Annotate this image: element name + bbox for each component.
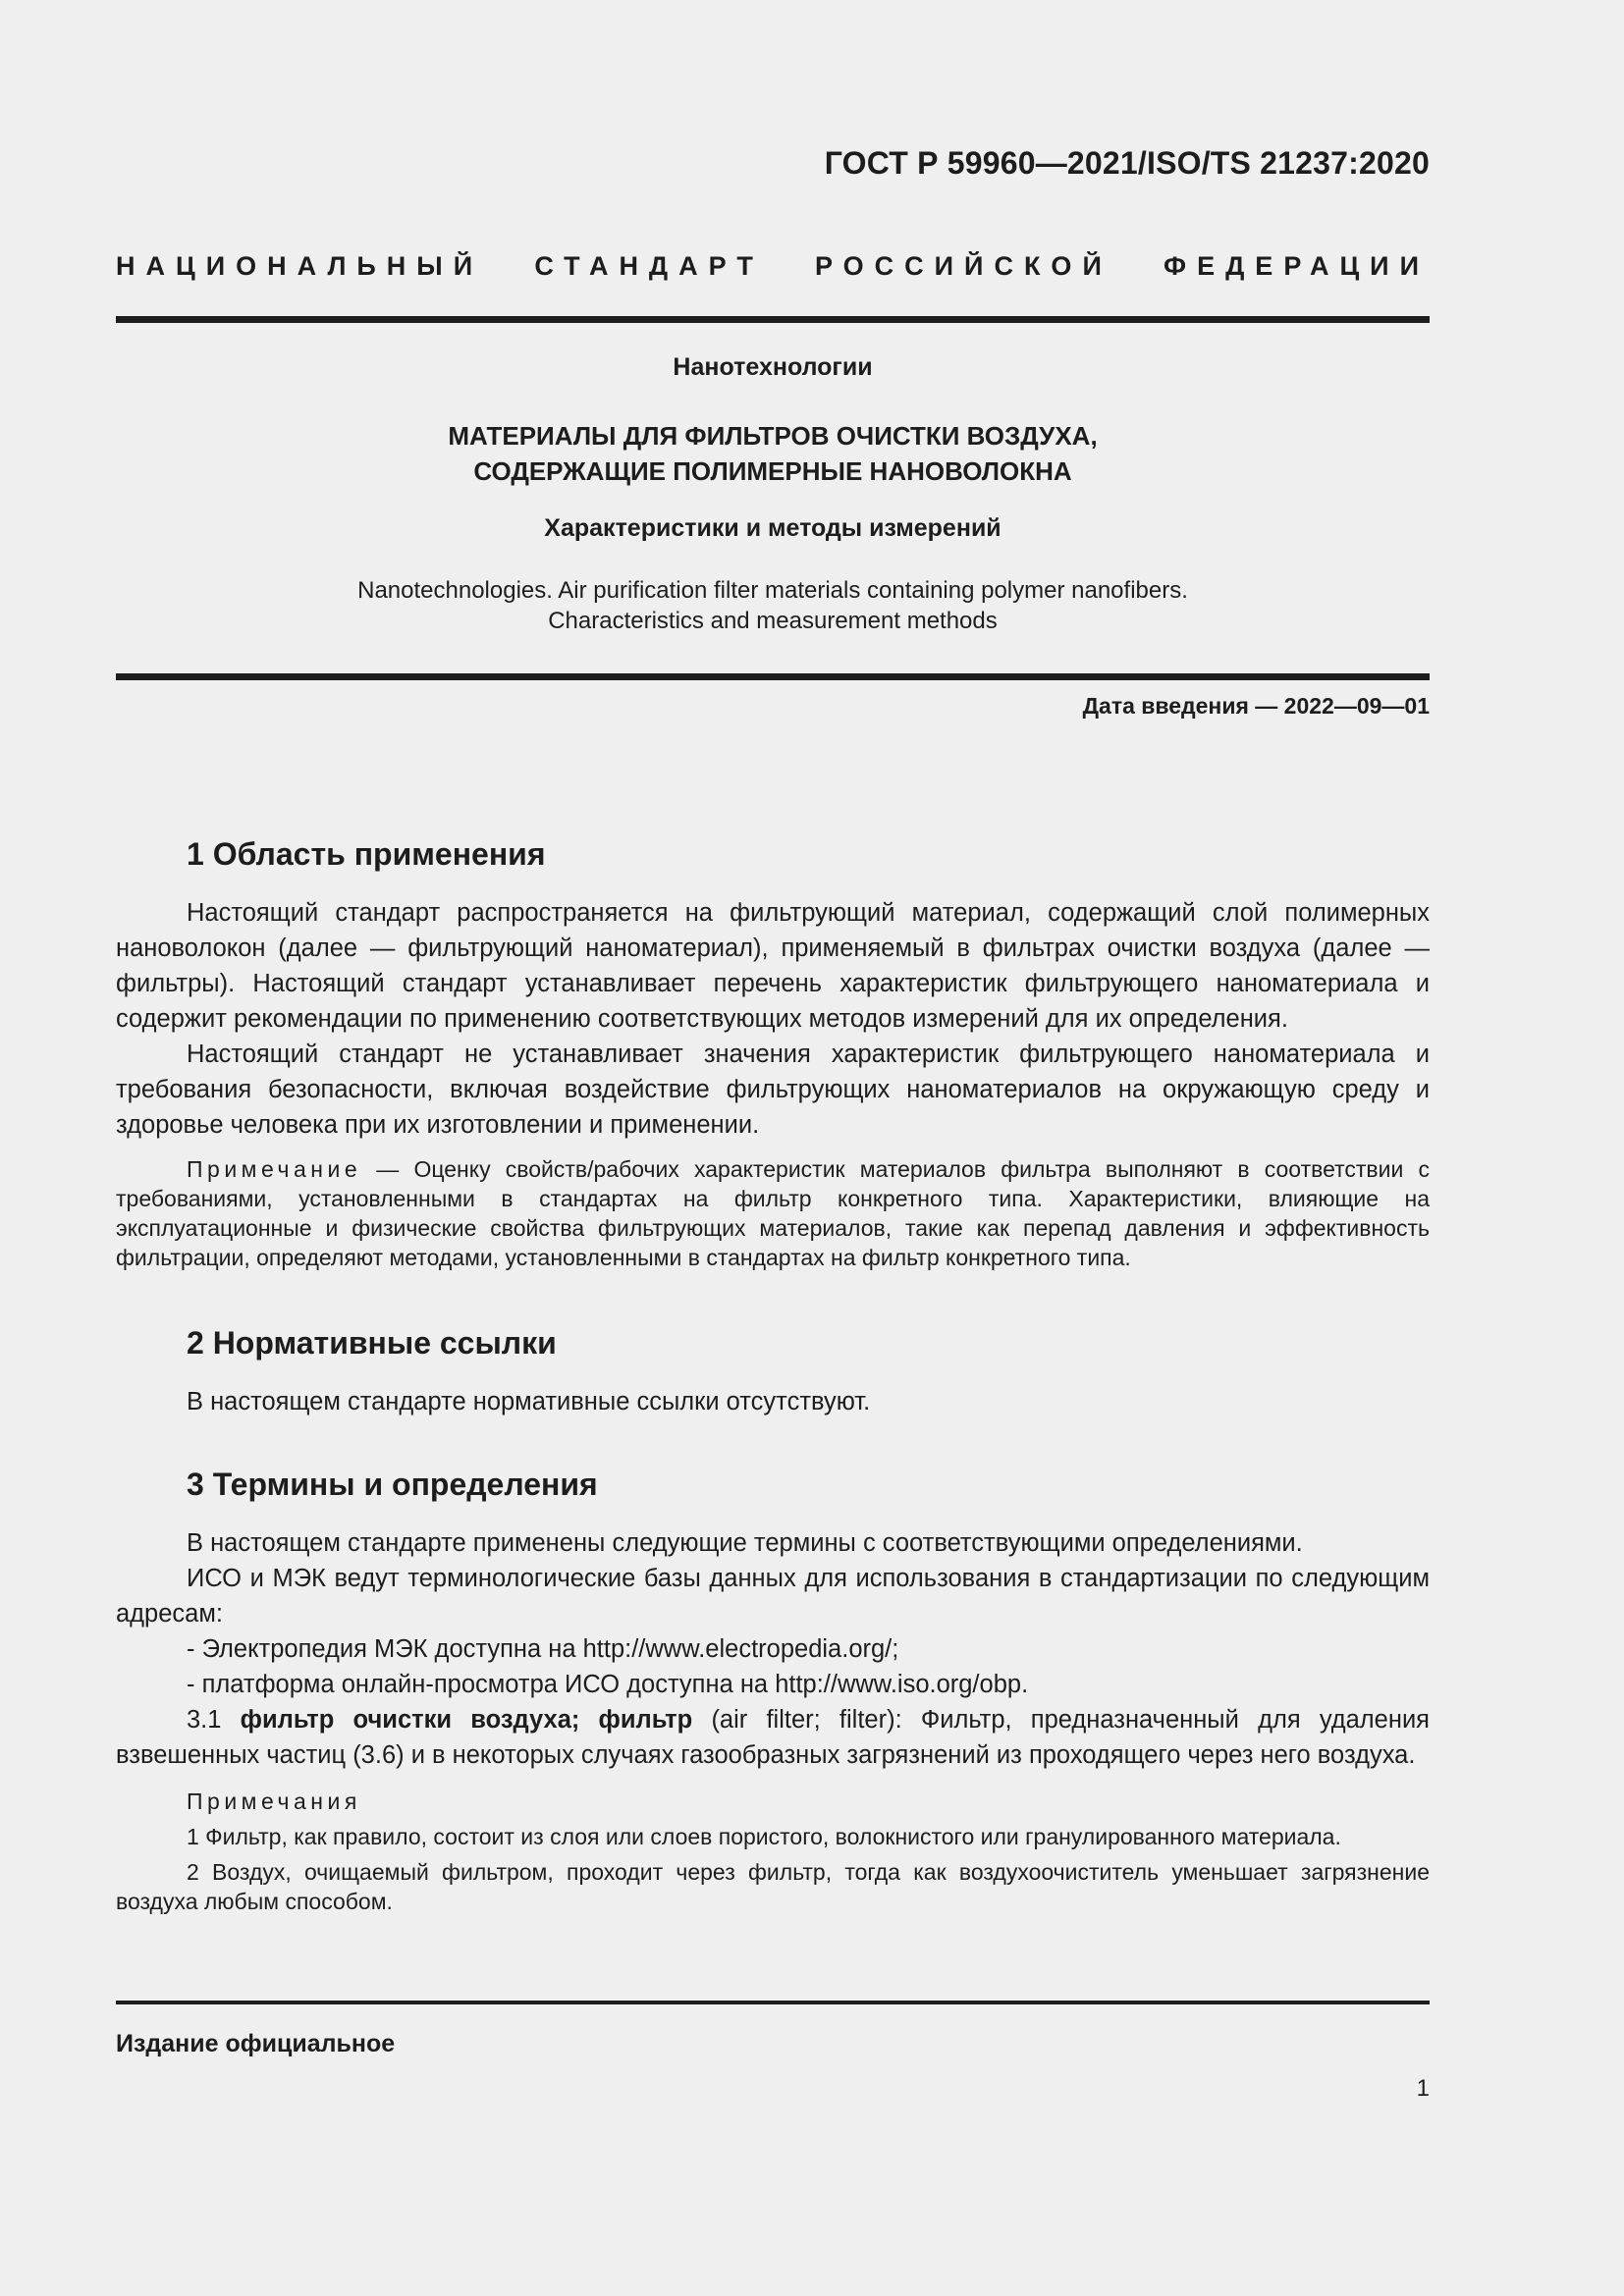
english-title-line1: Nanotechnologies. Air purification filter materials containing polymer nanofibers.	[357, 577, 1188, 604]
main-title	[116, 418, 1430, 489]
english-title-line2: Characteristics and measurement methods	[548, 608, 998, 634]
note-text: — Оценку свойств/рабочих характеристик материалов фильтра выполняют в соответствии с требованиями, установленными в стандартах на фильтр конкретного типа. Характеристики, влияющие на эксплуатационные и физические свойства фильтрующих материалов, такие как перепад давления и эффективность фильтрации, определяют методами, установленными в стандартах на фильтр конкретного типа.	[116, 1156, 1430, 1270]
term-number: 3.1	[187, 1706, 241, 1734]
list-item: - платформа онлайн-просмотра ИСО доступна на http://www.iso.org/obp.	[187, 1671, 1029, 1698]
list-item: - Электропедия МЭК доступна на http://www.electropedia.org/;	[187, 1635, 899, 1663]
note-item: 1 Фильтр, как правило, состоит из слоя или слоев пористого, волокнистого или гранулированного материала.	[187, 1824, 1341, 1849]
section3-paragraph: ИСО и МЭК ведут терминологические базы данных для использования в стандартизации по следующим адресам:	[116, 1565, 1430, 1628]
section1-heading: 1 Область применения	[187, 836, 546, 872]
note-item: 2 Воздух, очищаемый фильтром, проходит через фильтр, тогда как воздухоочиститель уменьшает загрязнение воздуха любым способом.	[116, 1859, 1430, 1914]
term-definition-text: (air filter; filter): Фильтр, предназначенный для удаления взвешенных частиц (3.6) и в некоторых случаях газообразных загрязнений из проходящего через него воздуха.	[116, 1706, 1430, 1769]
section2-paragraph: В настоящем стандарте нормативные ссылки отсутствуют.	[187, 1388, 871, 1415]
official-edition-label: Издание официальное	[116, 2030, 396, 2057]
english-title	[116, 575, 1430, 636]
section1-paragraph: Настоящий стандарт не устанавливает значения характеристик фильтрующего наноматериала и требования безопасности, включая воздействие фильтрующих наноматериалов на окружающую среду и здоровье человека при их изготовлении и применении.	[116, 1041, 1430, 1139]
introduction-date: Дата введения — 2022—09—01	[1082, 693, 1430, 719]
notes-label: Примечания	[187, 1789, 361, 1814]
section1-paragraph: Настоящий стандарт распространяется на фильтрующий материал, содержащий слой полимерных нановолокон (далее — фильтрующий наноматериал), применяемый в фильтрах очистки воздуха (далее — фильтры). Настоящий стандарт устанавливает перечень характеристик фильтрующего наноматериала и содержит рекомендации по применению соответствующих методов измерений для их определения.	[116, 899, 1430, 1033]
national-standard-banner: НАЦИОНАЛЬНЫЙ СТАНДАРТ РОССИЙСКОЙ ФЕДЕРАЦИИ	[116, 251, 1430, 281]
note-label: Примечание	[187, 1156, 362, 1182]
main-title-line2: СОДЕРЖАЩИЕ ПОЛИМЕРНЫЕ НАНОВОЛОКНА	[473, 456, 1072, 486]
section1-note	[116, 1154, 1430, 1272]
main-title-line1: МАТЕРИАЛЫ ДЛЯ ФИЛЬТРОВ ОЧИСТКИ ВОЗДУХА,	[448, 421, 1098, 451]
footer-rule	[116, 2001, 1430, 2004]
subject-heading: Нанотехнологии	[673, 353, 873, 381]
term-definition	[116, 1702, 1430, 1773]
term-name: фильтр очистки воздуха; фильтр	[240, 1706, 693, 1734]
gost-code: ГОСТ Р 59960—2021/ISO/TS 21237:2020	[824, 145, 1430, 181]
subtitle: Характеристики и методы измерений	[544, 514, 1001, 542]
document-page	[116, 0, 1430, 2296]
section3-heading: 3 Термины и определения	[187, 1467, 598, 1502]
title-bottom-rule	[116, 673, 1430, 680]
section2-heading: 2 Нормативные ссылки	[187, 1325, 557, 1361]
document-body	[116, 834, 1430, 1916]
page-number: 1	[1416, 2075, 1430, 2102]
top-rule	[116, 316, 1430, 323]
section3-paragraph: В настоящем стандарте применены следующие термины с соответствующими определениями.	[187, 1529, 1303, 1557]
